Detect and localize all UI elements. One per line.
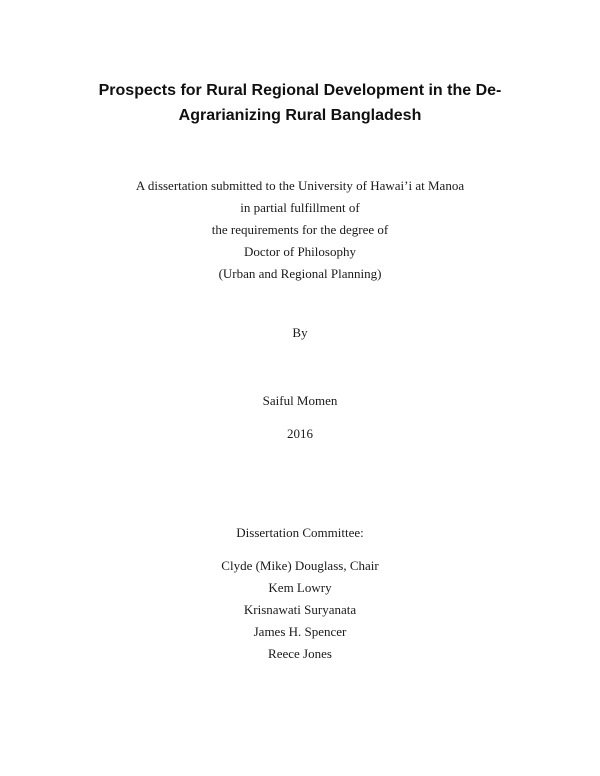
- committee-member: Reece Jones: [268, 646, 332, 661]
- submission-line-1: A dissertation submitted to the University of Hawai’i at Manoa: [135, 178, 465, 193]
- submission-line-3: the requirements for the degree of: [211, 222, 389, 237]
- year: 2016: [287, 426, 313, 441]
- committee-member: James H. Spencer: [253, 624, 347, 639]
- committee-heading: Dissertation Committee:: [236, 525, 364, 540]
- title-line-1: Prospects for Rural Regional Development in the De-: [98, 82, 502, 99]
- title-line-2: Agrarianizing Rural Bangladesh: [178, 107, 422, 124]
- by-label: By: [292, 325, 308, 340]
- committee-member: Clyde (Mike) Douglass, Chair: [221, 558, 379, 573]
- submission-line-5: (Urban and Regional Planning): [218, 266, 382, 281]
- committee-member: Krisnawati Suryanata: [243, 602, 357, 617]
- submission-line-2: in partial fulfillment of: [240, 200, 360, 215]
- author-name: Saiful Momen: [262, 393, 338, 408]
- submission-line-4: Doctor of Philosophy: [244, 244, 356, 259]
- committee-member: Kem Lowry: [268, 580, 332, 595]
